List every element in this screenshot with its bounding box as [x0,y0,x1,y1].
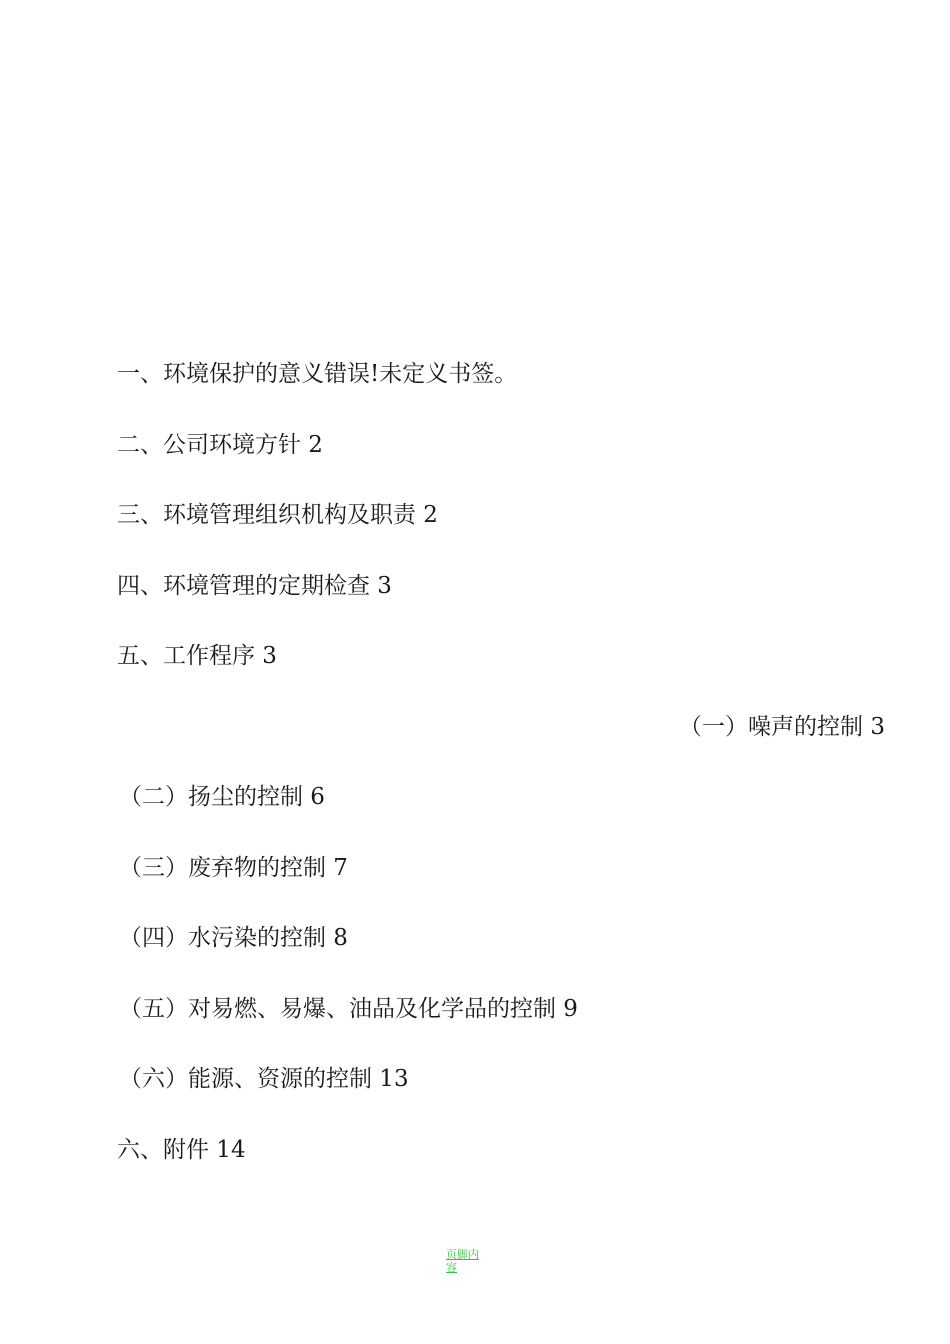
toc-subentry-noise[interactable]: （一）噪声的控制 3 [679,713,885,740]
toc-subentry-hazardous[interactable]: （五）对易燃、易爆、油品及化学品的控制 9 [119,995,578,1022]
toc-subentry-dust[interactable]: （二）扬尘的控制 6 [119,784,325,810]
toc-entry-policy[interactable]: 二、公司环境方针 2 [117,431,323,458]
toc-entry-inspection[interactable]: 四、环境管理的定期检查 3 [117,572,392,599]
toc-entry-organization[interactable]: 三、环境管理组织机构及职责 2 [117,502,438,528]
toc-subentry-water[interactable]: （四）水污染的控制 8 [119,925,348,951]
toc-entry-attachments[interactable]: 六、附件 14 [117,1136,246,1163]
toc-subentry-waste[interactable]: （三）废弃物的控制 7 [119,854,348,881]
toc-entry-procedures[interactable]: 五、工作程序 3 [117,643,277,669]
toc-subentry-energy[interactable]: （六）能源、资源的控制 13 [119,1066,409,1092]
page-footer: 页脚内容 [446,1248,479,1274]
table-of-contents [117,355,887,1201]
toc-entry-significance[interactable]: 一、环境保护的意义错误!未定义书签。 [117,361,518,387]
